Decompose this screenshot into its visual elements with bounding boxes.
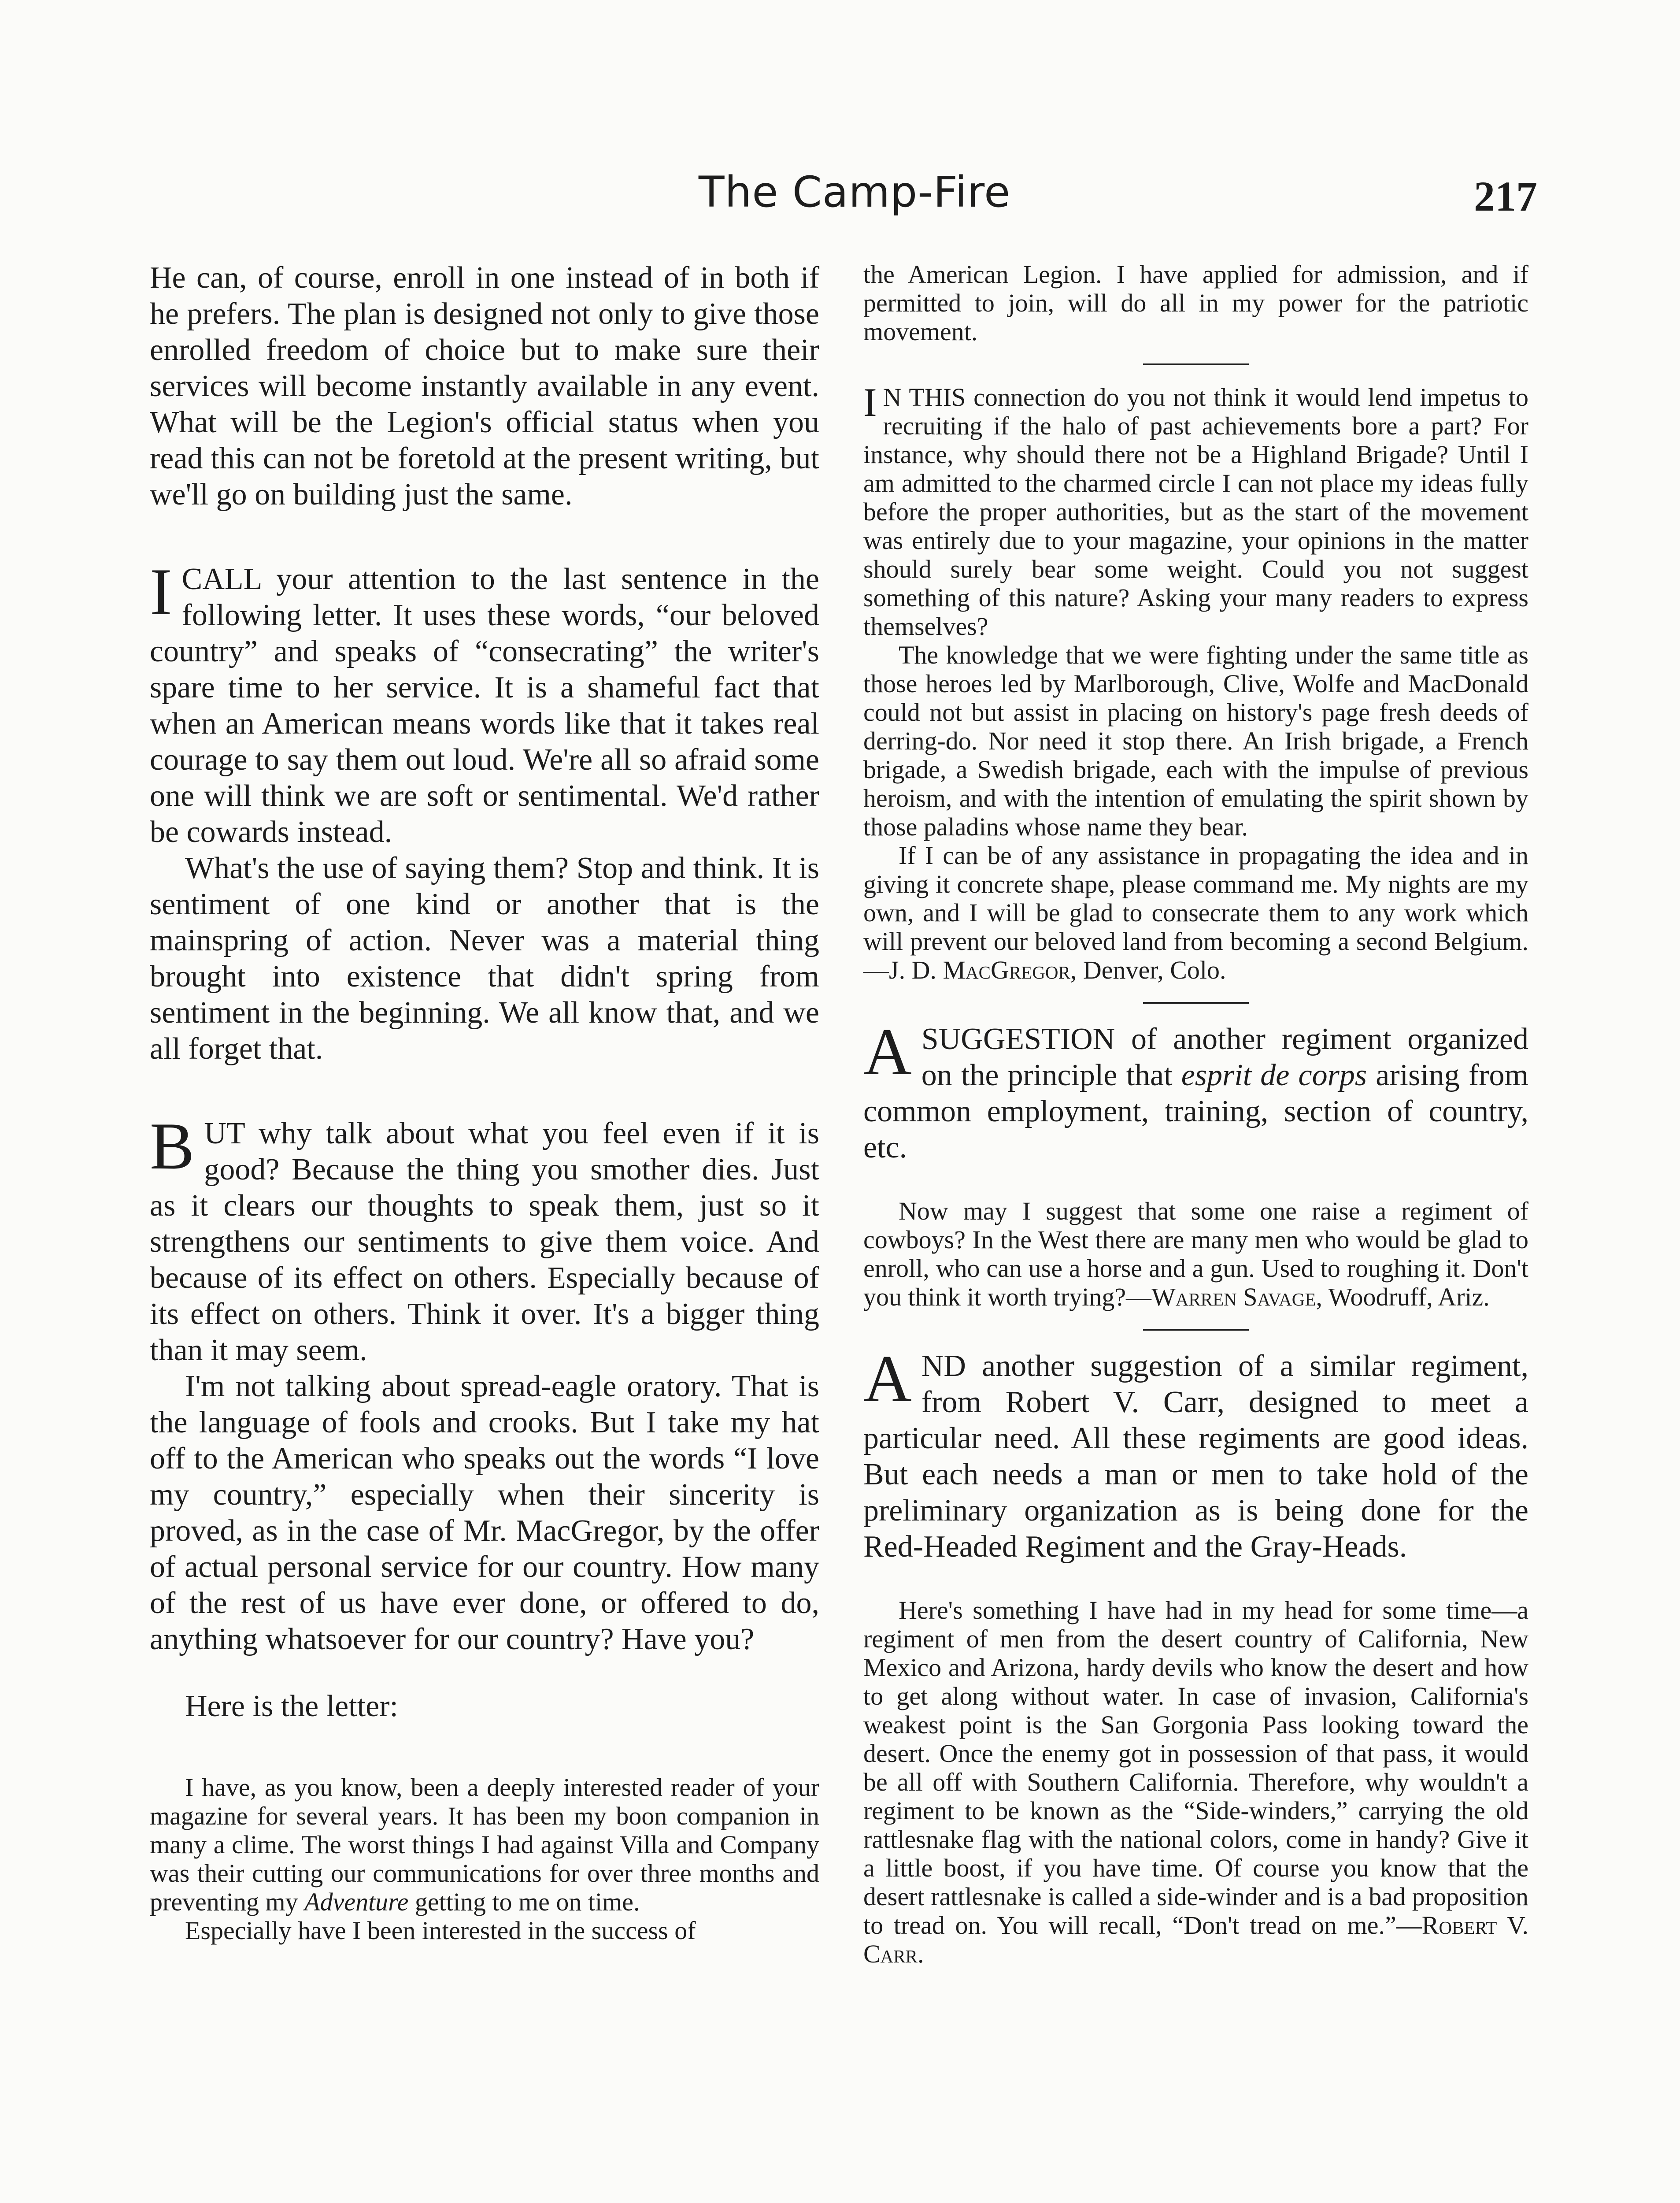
paragraph-text: CALL your attention to the last sentence in the following letter. It uses these words, “our beloved country” and speaks of “consecrating” the writer's spare time to her service. It is a shameful fact that when an American means words like that it takes real courage to say them out loud. We're all so afraid some one will think we are soft or sentimental. We'd rather be cowards instead. bbox=[150, 562, 819, 849]
drop-cap: A bbox=[863, 1342, 912, 1416]
signature: Warren Savage bbox=[1151, 1283, 1316, 1311]
magazine-title: Adventure bbox=[304, 1888, 409, 1916]
drop-cap: A bbox=[863, 1015, 912, 1089]
section-divider bbox=[1143, 1329, 1249, 1331]
signature: Robert V. Carr. bbox=[863, 1911, 1528, 1968]
letter-paragraph: Now may I suggest that some one raise a regiment of cowboys? In the West there are many men who would be glad to enroll, who can use a horse and a gun. Used to roughing it. Don't you think it worth trying?—Warren Savage, Woodruff, Ariz. bbox=[863, 1197, 1528, 1311]
dropcap-paragraph bbox=[150, 555, 819, 850]
letter-paragraph: the American Legion. I have applied for admission, and if permitted to join, will do all in my power for the patriotic movement. bbox=[863, 260, 1528, 346]
section-divider bbox=[1143, 363, 1249, 365]
right-column bbox=[863, 260, 1528, 1968]
paragraph: I'm not talking about spread-eagle oratory. That is the language of fools and crooks. But I take my hat off to the American who speaks out the words “I love my country,” especially when their sincerity is proved, as in the case of Mr. MacGregor, by the offer of actual personal service for our country. How many of the rest of us have ever done, or offered to do, anything whatsoever for our country? Have you? bbox=[150, 1369, 819, 1656]
paragraph-text: UT why talk about what you feel even if it is good? Because the thing you smother dies. Just as it clears our thoughts to speak them, just so it strengthens our sentiments to give them voice. And because of its effect on others. Especially because of its effect on others. Think it over. It's a bigger thing than it may seem. bbox=[150, 1116, 819, 1367]
signature: MacGregor bbox=[943, 956, 1070, 984]
dropcap-paragraph: AND another suggestion of a similar regiment, from Robert V. Carr, designed to meet a particular need. All these regiments are good ideas. But each needs a man or men to take hold of the preliminary organization as is being done for the Red-Headed Regiment and the Gray-Heads. bbox=[863, 1342, 1528, 1564]
left-column bbox=[150, 260, 819, 1945]
dropcap-paragraph: ASUGGESTION of another regiment organized on the principle that esprit de corps arising from common employment, training, section of country, etc. bbox=[863, 1015, 1528, 1165]
drop-cap: I bbox=[863, 380, 877, 425]
running-head: The Camp-Fire bbox=[698, 167, 1011, 217]
paragraph: What's the use of saying them? Stop and think. It is sentiment of one kind or another that is the mainspring of action. Never was a material thing brought into existence that didn't spring from sentiment in the beginning. We all know that, and we all forget that. bbox=[150, 851, 819, 1066]
drop-cap: B bbox=[150, 1109, 195, 1183]
section-divider bbox=[1143, 1002, 1249, 1004]
italic-phrase: esprit de corps bbox=[1181, 1058, 1367, 1092]
letter-paragraph: Here's something I have had in my head for some time—a regiment of men from the desert country of California, New Mexico and Arizona, hardy devils who know the desert and how to get along without water. In case of invasion, California's weakest point is the San Gorgonia Pass looking toward the desert. Once the enemy got in possession of that pass, it would be all off with Southern California. Therefore, why wouldn't a regiment to be known as the “Side-winders,” carrying the old rattlesnake flag with the national colors, come in handy? Give it a little boost, if you have time. Of course you know that the desert rattlesnake is called a side-winder and is a bad proposition to tread on. You will recall, “Don't tread on me.”—Robert V. Carr. bbox=[863, 1596, 1528, 1968]
paragraph: Here is the letter: bbox=[185, 1689, 398, 1723]
letter-paragraph: Especially have I been interested in the success of bbox=[185, 1916, 696, 1945]
letter-paragraph: The knowledge that we were fighting under the same title as those heroes led by Marlborough, Clive, Wolfe and MacDonald could not but assist in placing on history's page fresh deeds of derring-do. Nor need it stop there. An Irish brigade, a French brigade, a Swedish brigade, each with the impulse of previous heroism, and with the intention of emulating the spirit shown by those paladins whose name they bear. bbox=[863, 641, 1528, 841]
drop-cap: I bbox=[150, 555, 172, 629]
dropcap-paragraph: I N THIS connection do you not think it would lend impetus to recruiting if the halo of past achievements bore a part? For instance, why should there not be a Highland Brigade? Until I am admitted to the charmed circle I can not place my ideas fully before the proper authorities, but as the start of the movement was entirely due to your magazine, your opinions in the matter should surely bear some weight. Could you not suggest something of this nature? Asking your many readers to express themselves? bbox=[863, 380, 1528, 641]
letter-paragraph: If I can be of any assistance in propagating the idea and in giving it concrete shape, please command me. My nights are my own, and I will be glad to consecrate them to any work which will prevent our beloved land from becoming a second Belgium.—J. D. MacGregor, Denver, Colo. bbox=[863, 841, 1528, 984]
paragraph: He can, of course, enroll in one instead of in both if he prefers. The plan is designed not only to give those enrolled freedom of choice but to make sure their services will become instantly available in any event. What will be the Legion's official status when you read this can not be foretold at the present writing, but we'll go on building just the same. bbox=[150, 261, 819, 512]
letter-paragraph: I have, as you know, been a deeply interested reader of your magazine for several years. It has been my boon companion in many a clime. The worst things I had against Villa and Company was their cutting our communications for over three months and preventing my Adventure getting to me on time. bbox=[150, 1773, 819, 1916]
dropcap-paragraph bbox=[150, 1109, 819, 1369]
page-number: 217 bbox=[1474, 173, 1537, 220]
